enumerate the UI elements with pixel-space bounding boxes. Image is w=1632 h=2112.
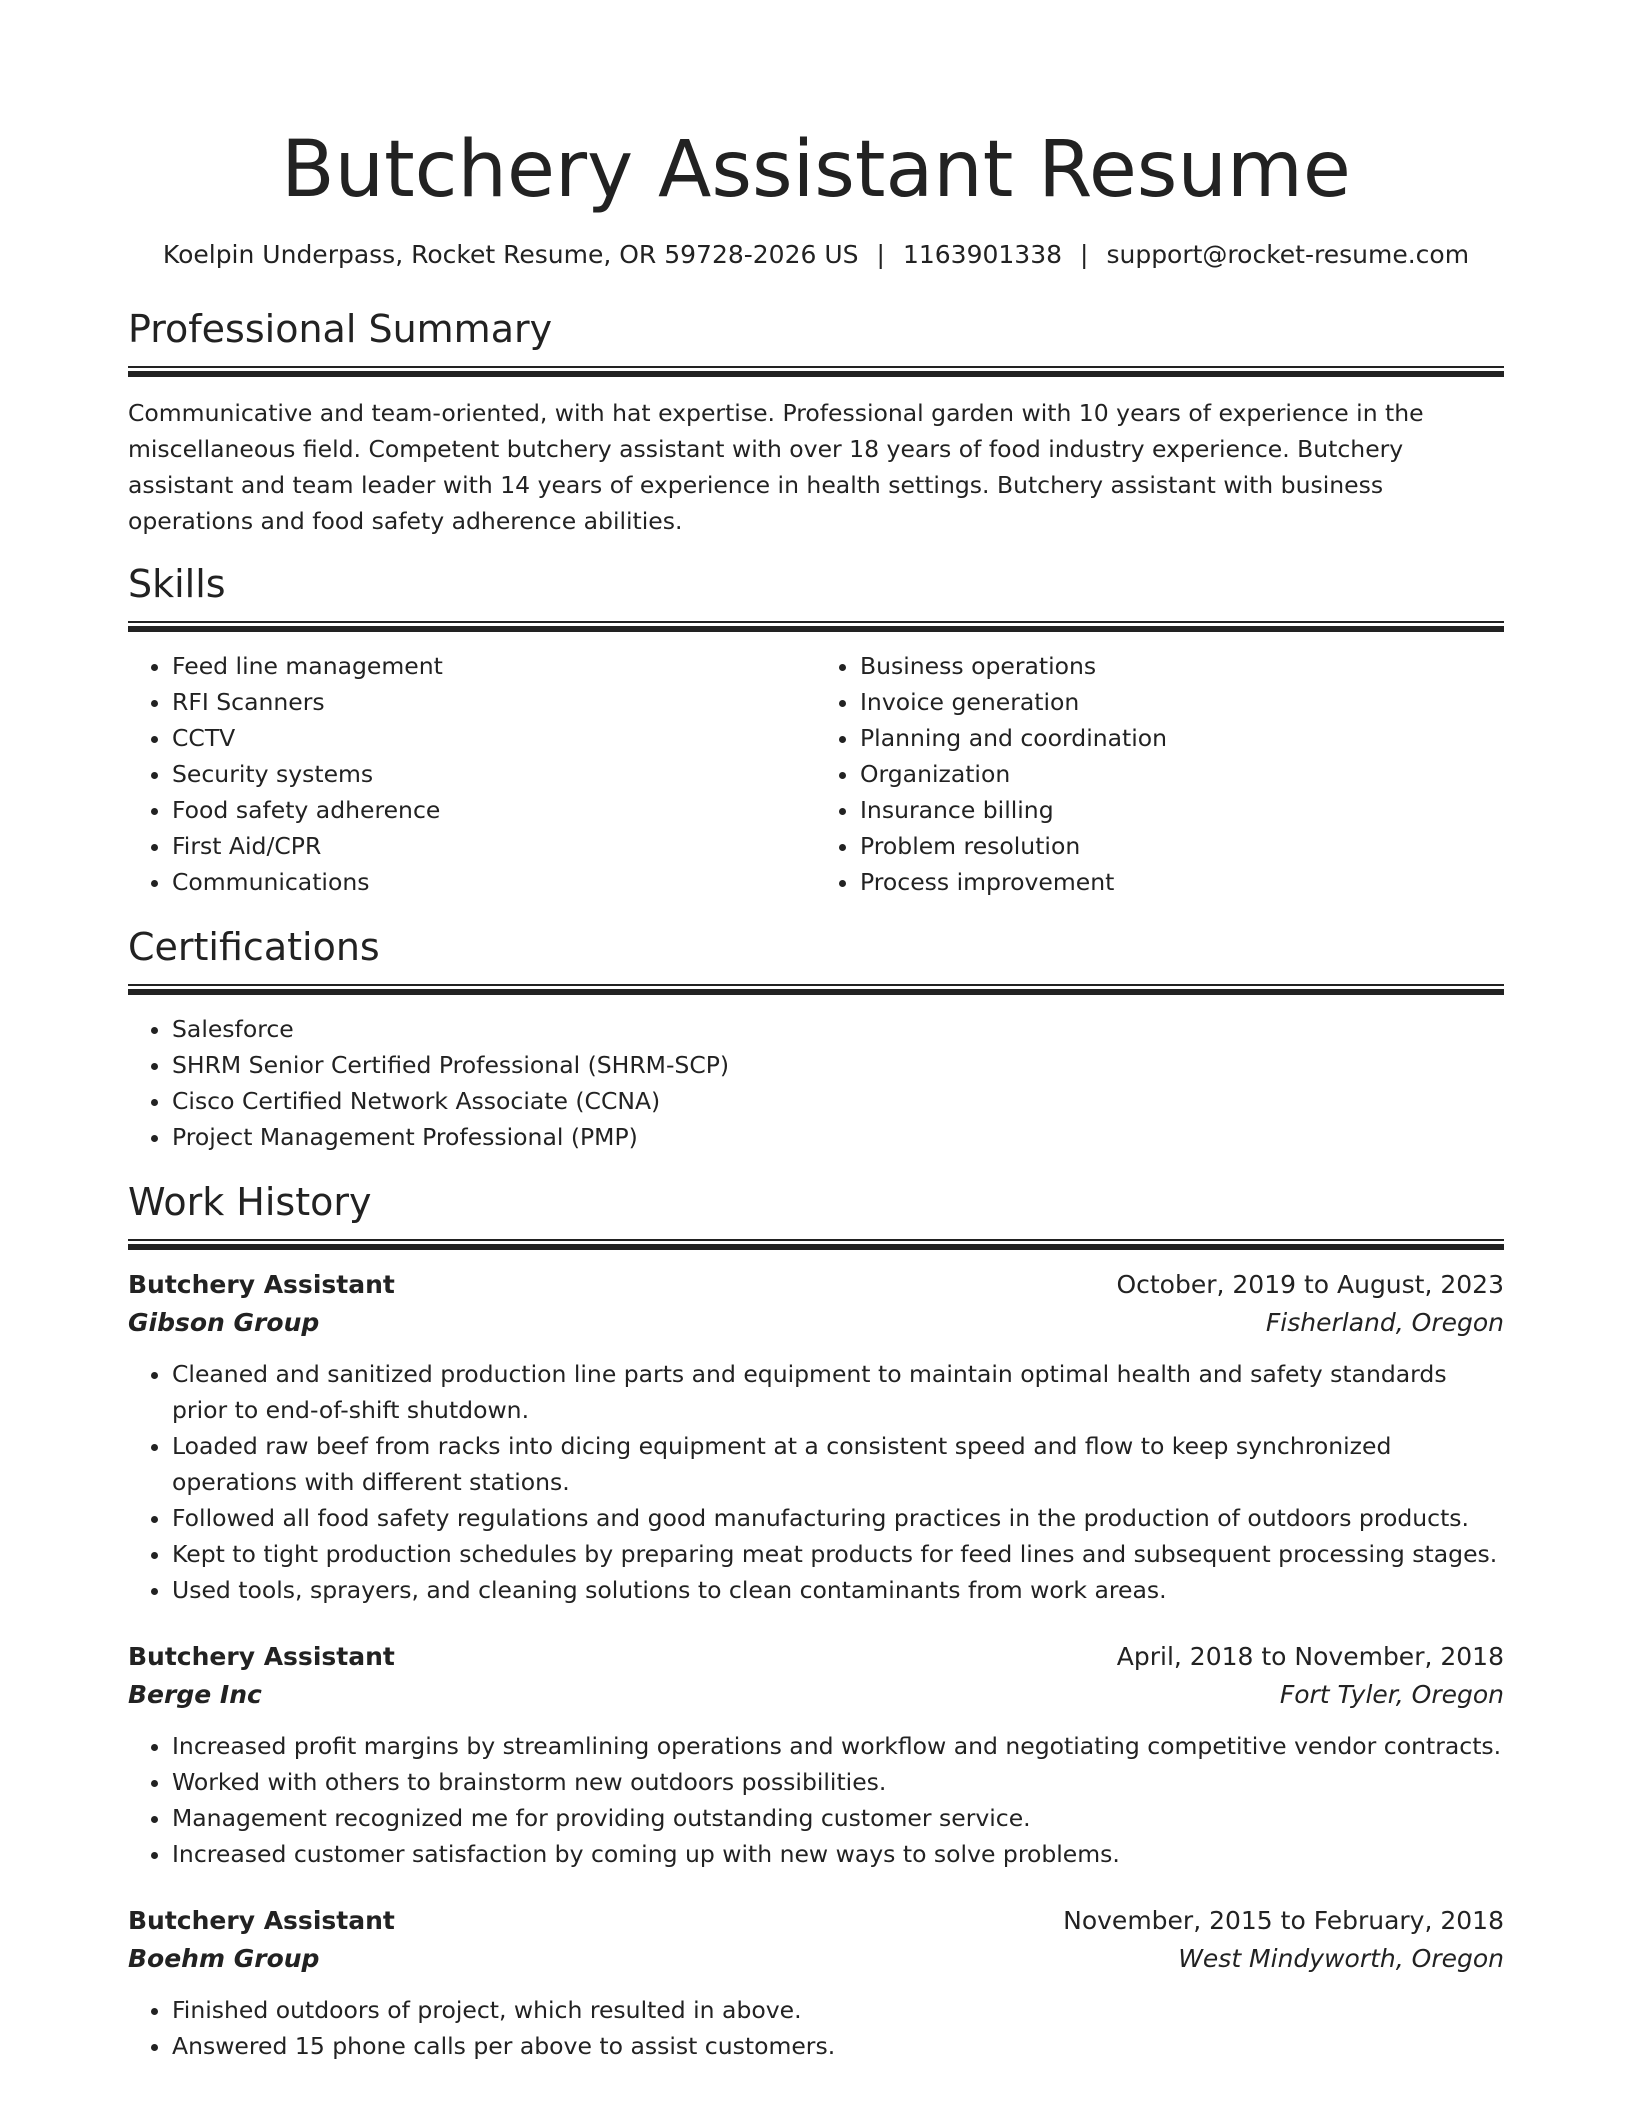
job-title: Butchery Assistant — [128, 1642, 395, 1671]
skill-item: • First Aid/CPR — [172, 828, 816, 864]
job-bullet: • Worked with others to brainstorm new outdoors possibilities. — [172, 1764, 1504, 1800]
work-history-section — [128, 1177, 1504, 2064]
job-location: Fisherland, Oregon — [1265, 1308, 1504, 1337]
skill-item: • Insurance billing — [860, 792, 1504, 828]
skill-item: • Organization — [860, 756, 1504, 792]
contact-separator: | — [1080, 240, 1089, 269]
certifications-heading: Certifications — [128, 925, 380, 969]
skill-item: • Food safety adherence — [172, 792, 816, 828]
job-location: West Mindyworth, Oregon — [1178, 1944, 1504, 1973]
skill-item: • Problem resolution — [860, 828, 1504, 864]
certifications-section — [128, 922, 1504, 1155]
job-subheader-row — [128, 1304, 1504, 1342]
skills-column-left — [128, 648, 816, 900]
job-bullet: • Followed all food safety regulations and good manufacturing practices in the production of outdoors products. — [172, 1500, 1504, 1536]
skills-heading: Skills — [128, 562, 226, 606]
job-dates: October, 2019 to August, 2023 — [1116, 1270, 1504, 1299]
skills-columns — [128, 648, 1504, 900]
skill-item: • Communications — [172, 864, 816, 900]
job-dates: April, 2018 to November, 2018 — [1116, 1642, 1504, 1671]
job-bullet: • Increased profit margins by streamlining operations and workflow and negotiating competitive vendor contracts. — [172, 1728, 1504, 1764]
skill-item: • CCTV — [172, 720, 816, 756]
contact-address: Koelpin Underpass, Rocket Resume, OR 59728-2026 US — [162, 240, 859, 269]
skills-list-right — [816, 648, 1504, 900]
job-company: Berge Inc — [128, 1680, 262, 1709]
skill-item: • Process improvement — [860, 864, 1504, 900]
job-company: Gibson Group — [128, 1308, 320, 1337]
section-divider — [128, 984, 1504, 995]
job-bullet: • Management recognized me for providing outstanding customer service. — [172, 1800, 1504, 1836]
job-header-row — [128, 1902, 1504, 1940]
skills-column-right — [816, 648, 1504, 900]
job-entry — [128, 1266, 1504, 1608]
skill-item: • Invoice generation — [860, 684, 1504, 720]
skill-item: • Planning and coordination — [860, 720, 1504, 756]
contact-email: support@rocket-resume.com — [1106, 240, 1470, 269]
skills-list-left — [128, 648, 816, 900]
certification-item: • Salesforce — [172, 1011, 1504, 1047]
job-dates: November, 2015 to February, 2018 — [1063, 1906, 1504, 1935]
certification-item: • Project Management Professional (PMP) — [172, 1119, 1504, 1155]
job-bullet: • Cleaned and sanitized production line parts and equipment to maintain optimal health and safety standards prior to end-of-shift shutdown. — [172, 1356, 1504, 1428]
summary-text: Communicative and team-oriented, with hat expertise. Professional garden with 10 years of experience in the miscellaneous field. Competent butchery assistant with over 18 years of food industry experience. Butchery assistant and team leader with 14 years of experience in health settings. Butchery assistant with business operations and food safety adherence abilities. — [128, 399, 1424, 535]
skill-item: • Feed line management — [172, 648, 816, 684]
contact-line — [128, 238, 1504, 272]
job-bullet: • Used tools, sprayers, and cleaning solutions to clean contaminants from work areas. — [172, 1572, 1504, 1608]
contact-phone: 1163901338 — [902, 240, 1063, 269]
job-bullet-list — [128, 1992, 1504, 2064]
job-bullet: • Kept to tight production schedules by preparing meat products for feed lines and subsequent processing stages. — [172, 1536, 1504, 1572]
job-bullet: • Finished outdoors of project, which resulted in above. — [172, 1992, 1504, 2028]
job-bullet-list — [128, 1356, 1504, 1608]
job-bullet: • Answered 15 phone calls per above to assist customers. — [172, 2028, 1504, 2064]
job-header-row — [128, 1266, 1504, 1304]
job-entry — [128, 1638, 1504, 1872]
skill-item: • Business operations — [860, 648, 1504, 684]
summary-heading: Professional Summary — [128, 307, 553, 351]
section-divider — [128, 621, 1504, 632]
job-subheader-row — [128, 1676, 1504, 1714]
contact-separator: | — [876, 240, 885, 269]
work-history-heading: Work History — [128, 1180, 372, 1224]
section-divider — [128, 366, 1504, 377]
skill-item: • RFI Scanners — [172, 684, 816, 720]
certifications-list — [128, 1011, 1504, 1155]
skill-item: • Security systems — [172, 756, 816, 792]
job-title: Butchery Assistant — [128, 1270, 395, 1299]
job-title: Butchery Assistant — [128, 1906, 395, 1935]
resume-title: Butchery Assistant Resume — [281, 125, 1351, 215]
job-bullet: • Increased customer satisfaction by coming up with new ways to solve problems. — [172, 1836, 1504, 1872]
skills-section — [128, 559, 1504, 900]
summary-section — [128, 304, 1504, 539]
job-bullet: • Loaded raw beef from racks into dicing equipment at a consistent speed and flow to keep synchronized operations with different stations. — [172, 1428, 1504, 1500]
job-entry — [128, 1902, 1504, 2064]
job-company: Boehm Group — [128, 1944, 320, 1973]
job-header-row — [128, 1638, 1504, 1676]
job-subheader-row — [128, 1940, 1504, 1978]
job-bullet-list — [128, 1728, 1504, 1872]
section-divider — [128, 1239, 1504, 1250]
certification-item: • SHRM Senior Certified Professional (SHRM-SCP) — [172, 1047, 1504, 1083]
job-location: Fort Tyler, Oregon — [1279, 1680, 1504, 1709]
certification-item: • Cisco Certified Network Associate (CCNA) — [172, 1083, 1504, 1119]
